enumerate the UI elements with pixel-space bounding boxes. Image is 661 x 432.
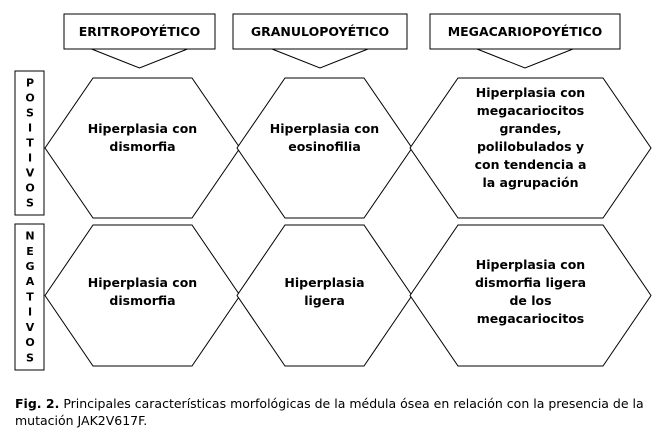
side-label-letter: I xyxy=(27,121,33,135)
hexagon-text-line: megacariocitos xyxy=(476,103,585,118)
hexagon-text-line: dismorfia xyxy=(109,139,176,154)
header-group xyxy=(64,14,620,68)
side-label-letter: O xyxy=(25,181,35,195)
header-label: MEGACARIOPOYÉTICO xyxy=(447,24,603,39)
hexagon-text-line: Hiperplasia con xyxy=(269,121,380,136)
hexagon-text-line: eosinofilia xyxy=(288,139,361,154)
side-label-letter: I xyxy=(27,151,33,165)
side-label-letter: E xyxy=(26,244,34,258)
hexagon-text-line: grandes, xyxy=(499,121,562,136)
side-label-letter: P xyxy=(25,76,35,90)
hexagon-text-line: dismorfia ligera xyxy=(474,275,587,290)
hexagon-text-line: de los xyxy=(509,293,552,308)
side-label-letter: V xyxy=(25,320,35,334)
side-label-letter: I xyxy=(27,305,33,319)
header-arrow xyxy=(477,49,573,68)
hexagon-group xyxy=(45,78,651,366)
hexagon-text-line: Hiperplasia con xyxy=(87,275,198,290)
header-arrow xyxy=(272,49,368,68)
hexagon-text-line: dismorfia xyxy=(109,293,176,308)
side-label-letter: O xyxy=(25,336,35,350)
hexagon-text-line: la agrupación xyxy=(482,175,579,190)
side-label-letter: O xyxy=(25,91,35,105)
side-label-letter: G xyxy=(25,260,35,274)
header-label: ERITROPOYÉTICO xyxy=(78,24,201,39)
hexagon-text-line: Hiperplasia con xyxy=(87,121,198,136)
hexagon-text-line: con tendencia a xyxy=(474,157,587,172)
side-label-letter: T xyxy=(26,136,34,150)
hexagon-text-line: Hiperplasia xyxy=(284,275,365,290)
side-label-letter: S xyxy=(26,196,34,210)
side-label-group xyxy=(15,71,44,370)
hexagon-text-line: Hiperplasia con xyxy=(475,257,586,272)
caption-label: Fig. 2. xyxy=(15,396,60,411)
side-label-letter: S xyxy=(26,106,34,120)
hexagon-text-line: ligera xyxy=(304,293,345,308)
header-label: GRANULOPOYÉTICO xyxy=(250,24,390,39)
figure-caption xyxy=(15,395,655,429)
hexagon-text-line: megacariocitos xyxy=(476,311,585,326)
side-label-letter: S xyxy=(26,351,34,365)
side-label-letter: N xyxy=(25,229,35,243)
hexagon-text-line: polilobulados y xyxy=(476,139,585,154)
side-label-letter: A xyxy=(25,275,35,289)
header-arrow xyxy=(92,49,188,68)
side-label-letter: T xyxy=(26,290,34,304)
hexagon-text-line: Hiperplasia con xyxy=(475,85,586,100)
caption-text: Principales características morfológicas de la médula ósea en relación con la presencia de la mutación JAK2V617F. xyxy=(15,396,644,428)
side-label-letter: V xyxy=(25,166,35,180)
